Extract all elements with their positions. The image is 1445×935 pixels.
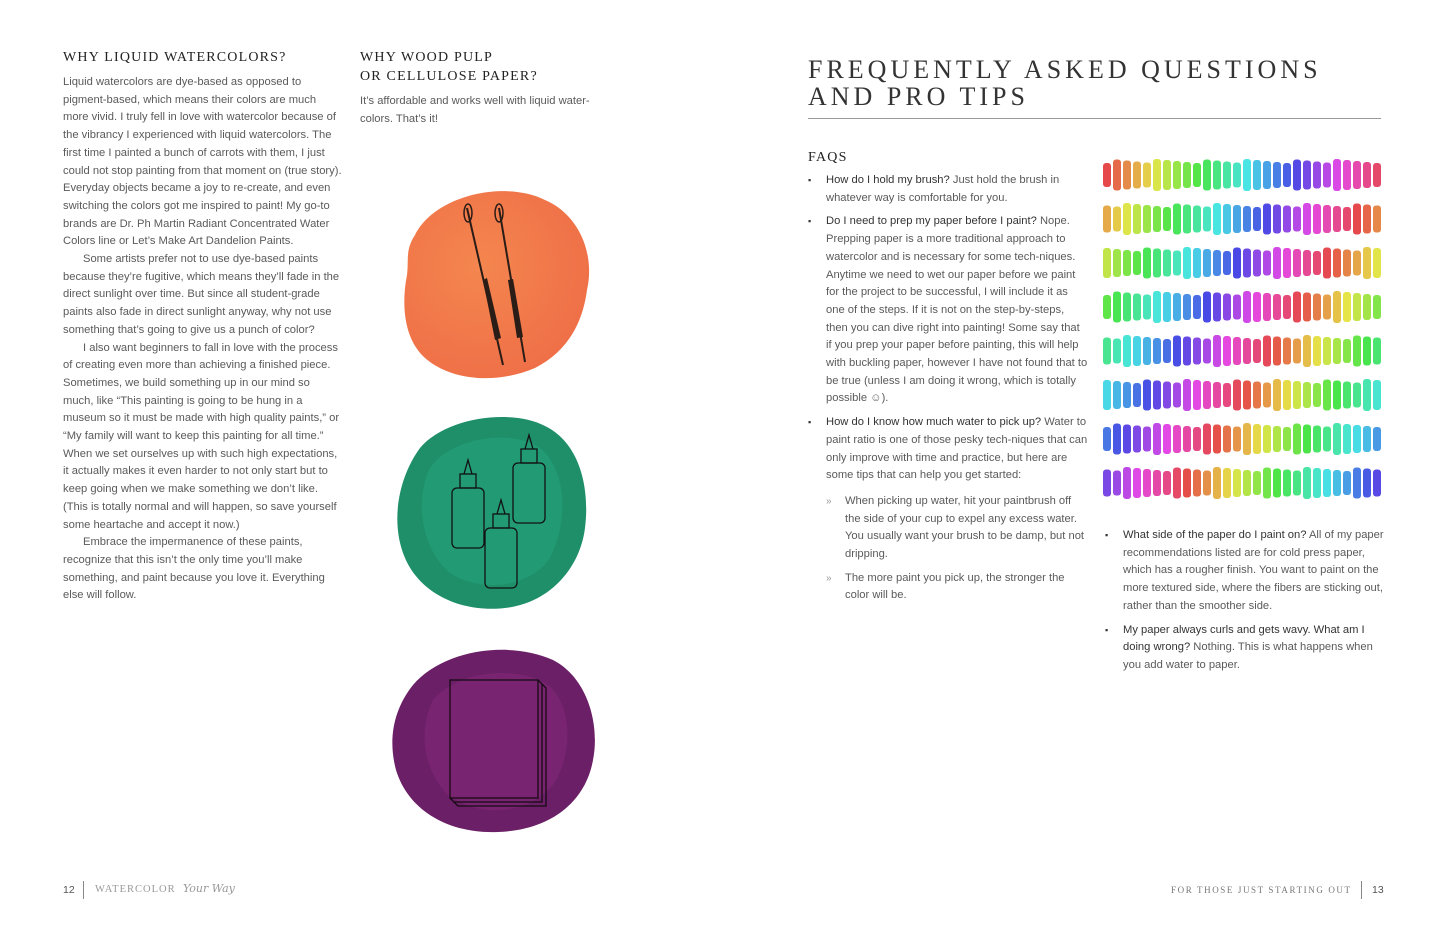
swatch-stroke [1153, 249, 1161, 278]
swatch-stroke [1203, 292, 1211, 323]
title-rule [808, 118, 1381, 119]
page-number-right: 13 [1372, 884, 1384, 896]
swatch-stroke [1283, 380, 1291, 410]
faq-column-left [808, 172, 1088, 611]
swatch-stroke [1113, 160, 1121, 191]
paint-bottles-illustration [390, 408, 600, 613]
swatch-stroke [1193, 295, 1201, 319]
swatch-stroke [1113, 249, 1121, 277]
swatch-stroke [1193, 380, 1201, 410]
swatch-stroke [1263, 336, 1271, 367]
swatch-stroke [1153, 423, 1161, 455]
swatch-stroke [1103, 206, 1111, 233]
swatch-stroke [1323, 337, 1331, 365]
swatch-stroke [1373, 206, 1381, 233]
swatch-stroke [1143, 427, 1151, 452]
swatch-stroke [1263, 204, 1271, 235]
swatch-stroke [1233, 427, 1241, 452]
swatch-stroke [1293, 292, 1301, 323]
section-title-liquid-watercolors: WHY LIQUID WATERCOLORS? [63, 50, 287, 65]
paper-pad-illustration [388, 640, 603, 835]
swatch-stroke [1143, 205, 1151, 233]
swatch-stroke [1143, 163, 1151, 188]
book-title-script: Your Way [183, 882, 235, 895]
faq-column-right [1105, 527, 1385, 681]
swatch-stroke [1103, 380, 1111, 410]
swatch-stroke [1223, 468, 1231, 498]
swatch-stroke [1293, 160, 1301, 191]
faq-answer: Water to paint ratio is one of those pesky tech-niques that can only improve with time and practice, but here are some tips that can help you get started: [826, 416, 1088, 482]
swatch-stroke [1143, 380, 1151, 411]
swatch-stroke [1173, 251, 1181, 276]
swatch-stroke [1153, 206, 1161, 232]
swatch-stroke [1273, 337, 1281, 366]
faq-item [808, 172, 1088, 207]
faq-question: Do I need to prep my paper before I paint? [826, 215, 1037, 228]
swatch-stroke [1333, 249, 1341, 278]
swatch-stroke [1373, 470, 1381, 497]
swatch-stroke [1323, 205, 1331, 233]
faqs-heading: FAQS [808, 150, 848, 165]
swatch-stroke [1213, 161, 1221, 190]
swatch-stroke [1203, 424, 1211, 455]
swatch-stroke [1203, 207, 1211, 232]
swatch-stroke [1153, 470, 1161, 496]
swatch-stroke [1333, 423, 1341, 455]
swatch-stroke [1223, 294, 1231, 321]
swatch-stroke [1163, 471, 1171, 495]
title-line: AND PRO TIPS [808, 82, 1029, 111]
swatch-stroke [1343, 207, 1351, 231]
paintbrushes-illustration [395, 180, 600, 390]
swatch-stroke [1343, 160, 1351, 190]
swatch-stroke [1273, 469, 1281, 498]
swatch-stroke [1263, 425, 1271, 453]
swatch-stroke [1163, 207, 1171, 231]
swatch-stroke [1363, 426, 1371, 452]
swatch-stroke [1193, 470, 1201, 497]
swatch-stroke [1143, 248, 1151, 279]
swatch-stroke [1163, 292, 1171, 322]
swatch-stroke [1223, 426, 1231, 453]
swatch-stroke [1303, 293, 1311, 322]
faq-item [808, 213, 1088, 408]
page-title [808, 56, 1322, 110]
tip-item: » The more paint you pick up, the stronger the color will be. [826, 570, 1088, 605]
swatch-stroke [1283, 470, 1291, 497]
swatch-stroke [1123, 382, 1131, 408]
swatch-stroke [1133, 426, 1141, 453]
swatch-stroke [1363, 162, 1371, 188]
swatch-stroke [1323, 380, 1331, 411]
swatch-stroke [1123, 293, 1131, 322]
swatch-stroke [1113, 339, 1121, 364]
swatch-stroke [1363, 247, 1371, 279]
swatch-stroke [1343, 471, 1351, 495]
faq-item [1105, 622, 1385, 675]
swatch-stroke [1163, 160, 1171, 190]
swatch-stroke [1103, 470, 1111, 497]
swatch-stroke [1223, 251, 1231, 275]
footer-divider [83, 881, 84, 899]
swatch-stroke [1133, 294, 1141, 321]
swatch-stroke [1203, 160, 1211, 191]
swatch-stroke [1113, 424, 1121, 455]
swatch-stroke [1373, 295, 1381, 319]
swatch-stroke [1273, 205, 1281, 234]
swatch-stroke [1283, 295, 1291, 319]
swatch-stroke [1183, 205, 1191, 234]
swatch-stroke [1263, 161, 1271, 189]
swatch-stroke [1293, 424, 1301, 455]
swatch-stroke [1173, 204, 1181, 235]
swatch-stroke [1203, 381, 1211, 409]
swatch-stroke [1233, 380, 1241, 411]
color-swatches-illustration [1103, 155, 1383, 505]
swatch-stroke [1353, 161, 1361, 189]
swatch-stroke [1253, 339, 1261, 363]
swatch-stroke [1263, 251, 1271, 276]
swatch-stroke [1133, 336, 1141, 366]
swatch-stroke [1143, 469, 1151, 497]
swatch-stroke [1323, 163, 1331, 188]
swatch-stroke [1113, 381, 1121, 409]
swatch-stroke [1233, 163, 1241, 188]
swatch-stroke [1333, 381, 1341, 410]
swatch-stroke [1173, 336, 1181, 367]
swatch-stroke [1353, 251, 1361, 276]
swatch-stroke [1103, 163, 1111, 187]
swatch-stroke [1123, 467, 1131, 499]
paragraph: I also want beginners to fall in love with the process of creating even more than achieving a finished piece. Sometimes, we build something up in our mind so much, like “This painting is going to be hung in a museum so it must be made with high quality paints,” or “My family will want to keep this painting for all time.” When we set ourselves up with such high expectations, it actually makes it even harder to not only start but to keep going when we make something we don’t like. (This is totally normal and will happen, so save yourself some heartache and accept it now.) [63, 341, 340, 531]
swatch-stroke [1233, 337, 1241, 365]
swatch-stroke [1223, 383, 1231, 407]
swatch-stroke [1253, 160, 1261, 190]
faq-answer: All of my paper recommendations listed are for cold press paper, which has a rougher finish. You want to paint on the more textured side, where the fibers are sticking out, rather than the smoother side. [1123, 529, 1384, 612]
swatch-stroke [1203, 249, 1211, 277]
swatch-stroke [1303, 425, 1311, 454]
swatch-stroke [1263, 293, 1271, 321]
faq-question: How do I know how much water to pick up? [826, 416, 1042, 429]
swatch-stroke [1313, 336, 1321, 366]
swatch-stroke [1123, 425, 1131, 454]
faq-item [1105, 527, 1385, 616]
faq-question: What side of the paper do I paint on? [1123, 529, 1307, 541]
title-line: OR CELLULOSE PAPER? [360, 69, 538, 84]
swatch-stroke [1163, 250, 1171, 277]
swatch-stroke [1293, 381, 1301, 409]
title-line: FREQUENTLY ASKED QUESTIONS [808, 55, 1322, 84]
swatch-stroke [1353, 468, 1361, 499]
swatch-stroke [1333, 470, 1341, 496]
swatch-stroke [1103, 248, 1111, 278]
swatch-stroke [1213, 467, 1221, 499]
swatch-stroke [1313, 468, 1321, 498]
swatch-stroke [1123, 161, 1131, 190]
swatch-stroke [1243, 249, 1251, 278]
swatch-stroke [1133, 251, 1141, 275]
swatch-stroke [1213, 293, 1221, 322]
tip-item: » When picking up water, hit your paintbrush off the side of your cup to expel any excess water. You usually want your brush to be damp, but not dripping. [826, 493, 1088, 564]
swatch-stroke [1323, 427, 1331, 452]
swatch-stroke [1193, 338, 1201, 365]
swatch-stroke [1253, 382, 1261, 409]
swatch-stroke [1363, 469, 1371, 498]
swatch-stroke [1223, 336, 1231, 366]
swatch-stroke [1203, 471, 1211, 496]
swatch-stroke [1173, 468, 1181, 499]
swatch-stroke [1213, 203, 1221, 235]
swatch-stroke [1143, 337, 1151, 365]
swatch-stroke [1353, 383, 1361, 408]
swatch-stroke [1133, 383, 1141, 407]
swatch-stroke [1313, 426, 1321, 453]
swatch-stroke [1273, 426, 1281, 452]
faq-question: How do I hold my brush? [826, 174, 950, 186]
swatch-stroke [1183, 426, 1191, 452]
swatch-stroke [1213, 425, 1221, 454]
swatch-stroke [1223, 204, 1231, 234]
swatch-stroke [1213, 335, 1221, 367]
section-title-wood-pulp [360, 48, 538, 86]
swatch-stroke [1133, 204, 1141, 234]
swatch-stroke [1303, 335, 1311, 367]
swatch-stroke [1163, 339, 1171, 363]
swatch-stroke [1363, 294, 1371, 320]
swatch-stroke [1263, 383, 1271, 408]
swatch-stroke [1233, 205, 1241, 233]
swatch-stroke [1373, 163, 1381, 187]
swatch-stroke [1103, 427, 1111, 451]
swatch-stroke [1243, 381, 1251, 410]
swatch-stroke [1303, 382, 1311, 408]
swatch-stroke [1133, 468, 1141, 498]
swatch-stroke [1283, 248, 1291, 278]
footer-section-title: FOR THOSE JUST STARTING OUT [1171, 885, 1352, 895]
swatch-stroke [1333, 338, 1341, 364]
swatch-stroke [1283, 163, 1291, 187]
swatch-stroke [1203, 339, 1211, 364]
swatch-stroke [1113, 292, 1121, 323]
swatch-stroke [1293, 207, 1301, 232]
swatch-stroke [1213, 250, 1221, 276]
swatch-stroke [1283, 427, 1291, 451]
swatch-stroke [1173, 161, 1181, 189]
swatch-stroke [1293, 471, 1301, 496]
swatch-stroke [1243, 423, 1251, 455]
swatch-stroke [1183, 294, 1191, 320]
swatch-stroke [1313, 162, 1321, 189]
swatch-stroke [1243, 159, 1251, 191]
section-body-liquid-watercolors [63, 74, 343, 605]
swatch-stroke [1233, 248, 1241, 279]
swatch-stroke [1313, 251, 1321, 275]
swatch-stroke [1313, 294, 1321, 321]
swatch-stroke [1373, 427, 1381, 451]
swatch-stroke [1193, 427, 1201, 451]
swatch-stroke [1153, 381, 1161, 410]
swatch-stroke [1273, 162, 1281, 188]
paragraph: Liquid watercolors are dye-based as opposed to pigment-based, which means their colors are much more vivid. I truly fell in love with watercolor because of the vibrancy I experienced with liquid watercolors. The first time I painted a bunch of carrots with them, I just could not stop painting from that moment on (true story). Everyday objects became a joy to re-create, and even switching the colors got me inspired to paint! My go-to brands are Dr. Ph Martin Radiant Concentrated Water Colors line or Let’s Make Art Dandelion Paints. [63, 76, 342, 248]
faq-item [808, 414, 1088, 605]
section-body-wood-pulp: It’s affordable and works well with liquid water-colors. That’s it! [360, 95, 590, 125]
faq-question: My paper always curls and gets wavy. What am I doing wrong? [1123, 623, 1365, 654]
swatch-stroke [1283, 206, 1291, 233]
swatch-stroke [1273, 294, 1281, 320]
swatch-stroke [1223, 162, 1231, 189]
swatch-stroke [1143, 295, 1151, 320]
swatch-stroke [1373, 248, 1381, 278]
swatch-stroke [1353, 425, 1361, 453]
swatch-stroke [1243, 291, 1251, 323]
swatch-stroke [1353, 204, 1361, 235]
faq-answer: Nope. Prepping paper is a more traditional approach to watercolor and is necessary for some tech-niques. Anytime we need to wet our paper before we paint for the project to be successful, I will include it as one of the steps. If it is not on the step-by-steps, then you can dive right into painting! Some say that if you prep your paper before painting, this will help with buckling paper, however I have not found that to be true (unless I am doing it wrong, which is totally possible ☺). [826, 215, 1088, 405]
swatch-stroke [1113, 471, 1121, 496]
swatch-stroke [1313, 383, 1321, 407]
swatch-stroke [1353, 336, 1361, 367]
swatch-stroke [1323, 248, 1331, 279]
swatch-stroke [1233, 469, 1241, 497]
swatch-stroke [1303, 203, 1311, 235]
swatch-stroke [1193, 163, 1201, 187]
swatch-stroke [1343, 339, 1351, 363]
swatch-stroke [1183, 337, 1191, 366]
swatch-stroke [1343, 250, 1351, 277]
swatch-stroke [1313, 204, 1321, 234]
swatch-stroke [1333, 159, 1341, 191]
swatch-stroke [1303, 467, 1311, 499]
swatch-stroke [1323, 469, 1331, 497]
swatch-stroke [1283, 338, 1291, 365]
swatch-stroke [1163, 382, 1171, 409]
swatch-stroke [1343, 382, 1351, 409]
swatch-stroke [1353, 293, 1361, 321]
swatch-stroke [1273, 379, 1281, 411]
page-number-left: 12 [63, 884, 75, 896]
swatch-stroke [1253, 207, 1261, 231]
swatch-stroke [1153, 159, 1161, 191]
footer-divider [1361, 881, 1362, 899]
swatch-stroke [1103, 338, 1111, 365]
swatch-stroke [1363, 205, 1371, 234]
swatch-stroke [1253, 250, 1261, 277]
swatch-stroke [1373, 338, 1381, 365]
paragraph: Some artists prefer not to use dye-based paints because they’re fugitive, which means they’ll fade in the direct sunlight over time. But since all student-grade paints also fade in direct sunlight anyway, why not use something that’s going to give us a punch of color? [63, 253, 340, 336]
swatch-stroke [1123, 203, 1131, 235]
swatch-stroke [1183, 469, 1191, 498]
swatch-stroke [1243, 338, 1251, 364]
swatch-stroke [1293, 339, 1301, 364]
swatch-stroke [1193, 206, 1201, 233]
swatch-stroke [1233, 295, 1241, 320]
paragraph: Embrace the impermanence of these paints, recognize that this isn’t the only time you’ll make something, and paint because you love it. Everything else will follow. [63, 536, 325, 602]
swatch-stroke [1303, 250, 1311, 276]
swatch-stroke [1173, 293, 1181, 321]
swatch-stroke [1373, 380, 1381, 410]
swatch-stroke [1363, 379, 1371, 411]
swatch-stroke [1183, 162, 1191, 188]
swatch-stroke [1253, 471, 1261, 495]
swatch-stroke [1193, 248, 1201, 278]
swatch-stroke [1183, 379, 1191, 411]
swatch-stroke [1213, 382, 1221, 408]
swatch-stroke [1323, 295, 1331, 320]
swatch-stroke [1133, 162, 1141, 189]
swatch-stroke [1253, 424, 1261, 454]
swatch-stroke [1363, 337, 1371, 366]
swatch-stroke [1343, 292, 1351, 322]
swatch-stroke [1243, 470, 1251, 496]
swatch-stroke [1123, 250, 1131, 276]
swatch-stroke [1153, 291, 1161, 323]
swatch-stroke [1183, 247, 1191, 279]
swatch-stroke [1253, 292, 1261, 322]
swatch-stroke [1343, 424, 1351, 454]
faq-answer: Nothing. This is what happens when you add water to paper. [1123, 641, 1373, 671]
swatch-stroke [1293, 249, 1301, 277]
swatch-stroke [1303, 161, 1311, 190]
swatch-stroke [1103, 295, 1111, 319]
swatch-stroke [1263, 468, 1271, 499]
book-title: WATERCOLOR [95, 884, 176, 895]
title-line: WHY WOOD PULP [360, 50, 494, 65]
swatch-stroke [1153, 338, 1161, 364]
swatch-stroke [1123, 335, 1131, 367]
swatch-stroke [1163, 424, 1171, 454]
swatch-stroke [1333, 291, 1341, 323]
swatch-stroke [1243, 206, 1251, 232]
swatch-stroke [1113, 207, 1121, 232]
swatch-stroke [1333, 206, 1341, 232]
swatch-stroke [1173, 425, 1181, 453]
faq-answer: Just hold the brush in whatever way is comfortable for you. [826, 174, 1060, 204]
swatch-stroke [1273, 247, 1281, 279]
swatch-stroke [1173, 383, 1181, 408]
